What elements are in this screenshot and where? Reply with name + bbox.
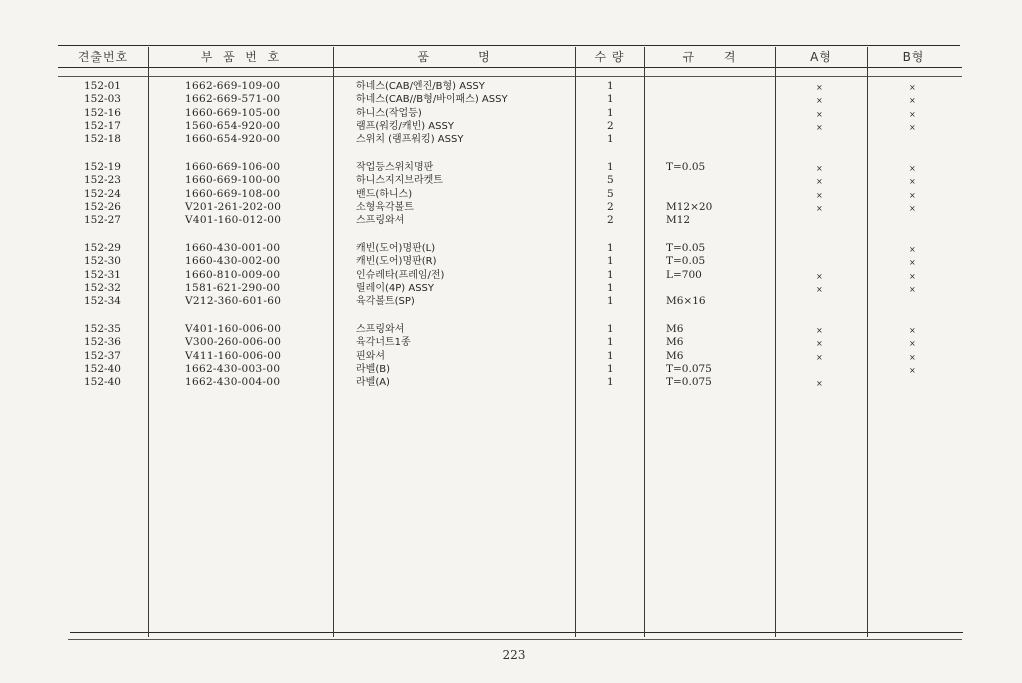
- column-divider: [644, 47, 645, 637]
- row-item-no: 152-37: [84, 349, 121, 362]
- row-type-a-mark: ×: [816, 190, 823, 200]
- row-type-b-mark: ×: [909, 190, 916, 200]
- row-type-a-mark: ×: [816, 271, 823, 281]
- row-quantity: 5: [607, 187, 614, 200]
- header-spec: 규 격: [682, 50, 737, 64]
- row-item-no: 152-29: [84, 242, 121, 254]
- row-part-number: 1660-669-105-00: [185, 106, 281, 119]
- row-type-a-mark: ×: [816, 177, 823, 187]
- row-type-b-mark: ×: [909, 96, 916, 106]
- row-part-number: 1660-810-009-00: [185, 268, 281, 281]
- row-item-no: 152-18: [84, 133, 121, 146]
- row-spec: M12×20: [666, 200, 713, 213]
- row-item-no: 152-01: [84, 80, 121, 92]
- row-type-a-mark: ×: [816, 109, 823, 119]
- row-quantity: 1: [607, 133, 614, 146]
- row-type-b-mark: ×: [909, 203, 916, 213]
- row-spec: M6×16: [666, 295, 706, 308]
- row-quantity: 5: [607, 174, 614, 187]
- row-part-number: 1581-621-290-00: [185, 281, 281, 294]
- row-part-name: 인슈레타(프레임/전): [356, 269, 445, 281]
- row-spec: M6: [666, 349, 684, 362]
- row-quantity: 1: [607, 281, 614, 294]
- row-item-no: 152-32: [84, 281, 121, 294]
- column-divider: [333, 47, 334, 637]
- row-quantity: 1: [607, 376, 614, 389]
- row-type-b-mark: ×: [909, 109, 916, 119]
- row-part-number: 1660-430-002-00: [185, 255, 281, 268]
- row-type-a-mark: ×: [816, 122, 823, 132]
- row-part-name: 캐빈(도어)명판(L): [356, 243, 436, 254]
- row-spec: M6: [666, 323, 684, 335]
- row-type-b-mark: ×: [909, 271, 916, 281]
- header-quantity: 수 량: [594, 50, 625, 64]
- row-part-number: 1560-654-920-00: [185, 119, 281, 132]
- row-part-name: 캐빈(도어)명판(R): [356, 256, 437, 268]
- header-type-a: A형: [810, 50, 832, 64]
- row-item-no: 152-23: [84, 174, 121, 187]
- row-part-number: 1662-669-109-00: [185, 80, 281, 92]
- row-type-b-mark: ×: [909, 365, 916, 375]
- row-item-no: 152-34: [84, 295, 121, 308]
- row-spec: T=0.05: [666, 242, 706, 254]
- row-type-a-mark: ×: [816, 83, 823, 92]
- row-part-name: 램프(워킹/캐빈) ASSY: [356, 120, 454, 132]
- column-divider: [575, 47, 576, 637]
- row-part-number: 1662-430-003-00: [185, 362, 281, 375]
- header-part-number: 부 품 번 호: [200, 50, 281, 64]
- row-type-a-mark: ×: [816, 164, 823, 173]
- row-part-name: 소형육각볼트: [356, 201, 414, 213]
- row-part-name: 스프링와셔: [356, 324, 405, 335]
- row-part-name: 스프링와셔: [356, 215, 405, 227]
- row-quantity: 1: [607, 242, 614, 254]
- row-part-number: 1660-669-100-00: [185, 174, 281, 187]
- column-divider: [775, 47, 776, 637]
- row-spec: M6: [666, 336, 684, 349]
- row-item-no: 152-36: [84, 336, 121, 349]
- row-type-b-mark: ×: [909, 352, 916, 362]
- row-quantity: 1: [607, 80, 614, 92]
- row-part-number: V401-160-006-00: [185, 323, 282, 335]
- row-part-number: 1662-430-004-00: [185, 376, 281, 389]
- row-part-name: 릴레이(4P) ASSY: [356, 282, 434, 294]
- row-type-b-mark: ×: [909, 83, 916, 92]
- row-item-no: 152-24: [84, 187, 121, 200]
- table-bottom-rule: [70, 632, 963, 633]
- row-spec: T=0.05: [666, 255, 706, 268]
- column-divider: [148, 47, 149, 637]
- header-under-rule: [58, 76, 962, 77]
- row-item-no: 152-27: [84, 214, 121, 227]
- row-part-name: 하네스(CAB/엔진/B형) ASSY: [356, 81, 485, 92]
- row-item-no: 152-17: [84, 119, 121, 132]
- row-quantity: 1: [607, 255, 614, 268]
- row-part-number: V401-160-012-00: [185, 214, 282, 227]
- row-spec: T=0.05: [666, 161, 706, 173]
- row-spec: T=0.075: [666, 362, 712, 375]
- row-type-b-mark: ×: [909, 258, 916, 268]
- row-item-no: 152-40: [84, 362, 121, 375]
- row-part-number: 1660-430-001-00: [185, 242, 281, 254]
- row-part-name: 밴드(하니스): [356, 188, 413, 200]
- row-item-no: 152-30: [84, 255, 121, 268]
- row-quantity: 1: [607, 362, 614, 375]
- row-item-no: 152-35: [84, 323, 121, 335]
- row-quantity: 1: [607, 268, 614, 281]
- row-type-b-mark: ×: [909, 284, 916, 294]
- row-part-number: V411-160-006-00: [185, 349, 282, 362]
- row-part-number: 1660-669-106-00: [185, 161, 281, 173]
- row-item-no: 152-16: [84, 106, 121, 119]
- row-part-name: 하네스(CAB//B형/바이패스) ASSY: [356, 94, 508, 106]
- row-type-a-mark: ×: [816, 379, 823, 389]
- header-part-name: 품 명: [417, 50, 491, 64]
- row-quantity: 1: [607, 349, 614, 362]
- row-part-name: 육각볼트(SP): [356, 296, 415, 308]
- row-type-b-mark: ×: [909, 177, 916, 187]
- row-part-name: 육각너트1종: [356, 337, 411, 349]
- row-quantity: 2: [607, 119, 614, 132]
- row-type-a-mark: ×: [816, 326, 823, 335]
- row-spec: M12: [666, 214, 691, 227]
- row-type-a-mark: ×: [816, 352, 823, 362]
- row-type-a-mark: ×: [816, 96, 823, 106]
- row-quantity: 2: [607, 200, 614, 213]
- row-part-number: 1660-669-108-00: [185, 187, 281, 200]
- row-part-name: 라벨(B): [356, 363, 390, 375]
- row-item-no: 152-40: [84, 376, 121, 389]
- table-top-rule: [58, 45, 960, 46]
- row-quantity: 2: [607, 214, 614, 227]
- row-item-no: 152-19: [84, 161, 121, 173]
- row-part-name: 작업등스위치명판: [356, 162, 434, 173]
- row-quantity: 1: [607, 336, 614, 349]
- row-quantity: 1: [607, 295, 614, 308]
- row-quantity: 1: [607, 93, 614, 106]
- row-type-b-mark: ×: [909, 245, 916, 254]
- row-part-number: 1662-669-571-00: [185, 93, 281, 106]
- row-quantity: 1: [607, 323, 614, 335]
- row-part-name: 라벨(A): [356, 377, 390, 389]
- row-type-a-mark: ×: [816, 284, 823, 294]
- row-item-no: 152-26: [84, 200, 121, 213]
- header-item-no: 견출번호: [77, 50, 129, 64]
- row-part-number: V212-360-601-60: [185, 295, 282, 308]
- row-quantity: 1: [607, 106, 614, 119]
- row-type-a-mark: ×: [816, 203, 823, 213]
- row-type-b-mark: ×: [909, 164, 916, 173]
- row-spec: L=700: [666, 268, 702, 281]
- row-item-no: 152-31: [84, 268, 121, 281]
- row-spec: T=0.075: [666, 376, 712, 389]
- row-part-name: 핀와셔: [356, 350, 385, 362]
- row-quantity: 1: [607, 161, 614, 173]
- row-type-b-mark: ×: [909, 326, 916, 335]
- page-number: 223: [502, 648, 526, 662]
- column-divider: [867, 47, 868, 637]
- row-part-name: 하니스(작업등): [356, 107, 422, 119]
- row-part-number: V201-261-202-00: [185, 200, 282, 213]
- bleed-through-decoration: [120, 636, 620, 666]
- header-bottom-rule: [58, 67, 962, 68]
- row-part-number: 1660-654-920-00: [185, 133, 281, 146]
- row-type-b-mark: ×: [909, 339, 916, 349]
- row-part-name: 하니스지지브라켓트: [356, 175, 443, 187]
- row-part-name: 스위치 (램프워킹) ASSY: [356, 134, 464, 146]
- row-type-a-mark: ×: [816, 339, 823, 349]
- row-item-no: 152-03: [84, 93, 121, 106]
- row-part-number: V300-260-006-00: [185, 336, 282, 349]
- header-type-b: B형: [902, 50, 925, 64]
- row-type-b-mark: ×: [909, 122, 916, 132]
